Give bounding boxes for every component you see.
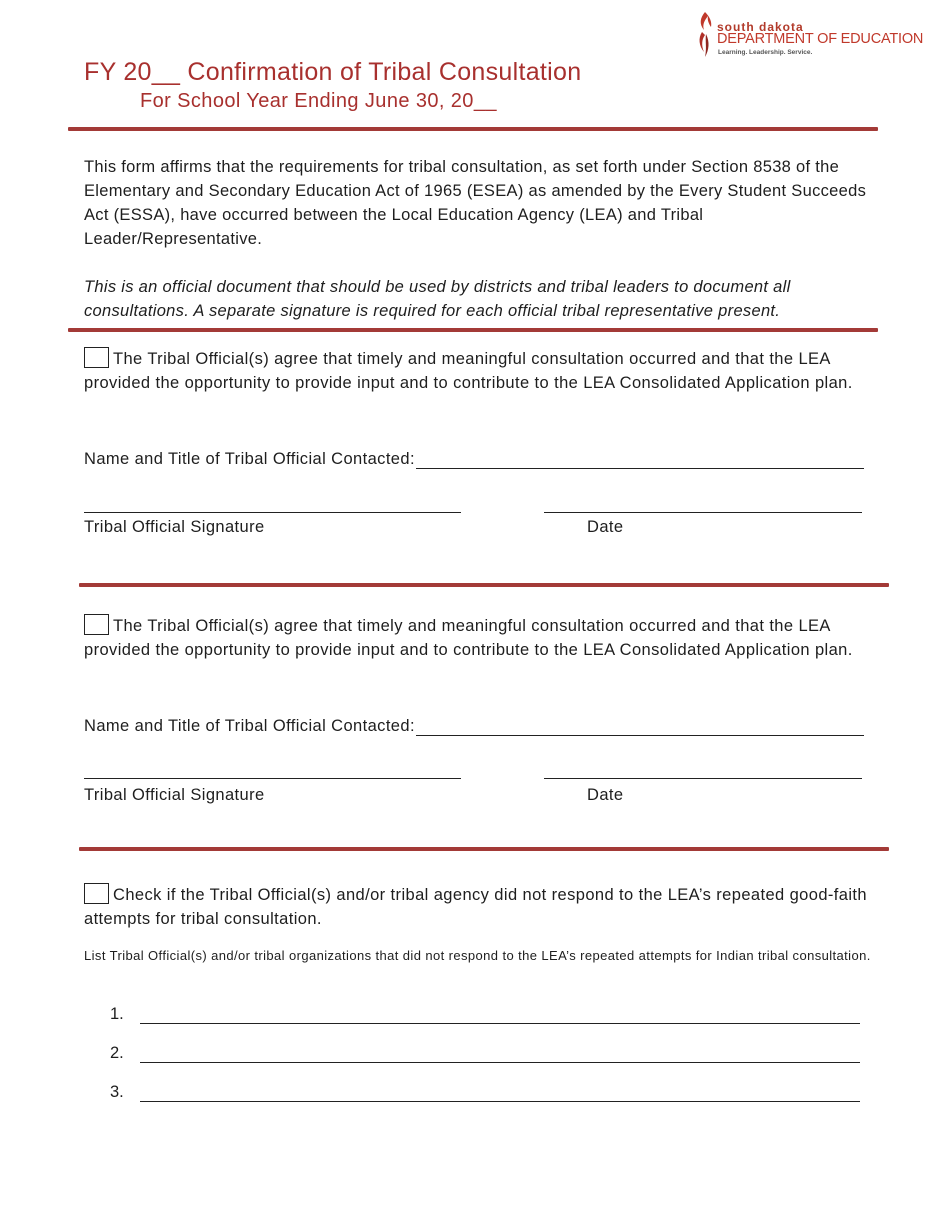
entry-line-1[interactable] [140, 1007, 860, 1024]
entry-number-2: 2. [110, 1044, 124, 1062]
signature-line-1[interactable] [84, 512, 461, 513]
section-divider-1 [79, 583, 889, 587]
signature-label-2: Tribal Official Signature [84, 786, 265, 804]
signature-line-2[interactable] [84, 778, 461, 779]
entry-number-1: 1. [110, 1005, 124, 1023]
date-label-2: Date [587, 786, 624, 804]
page-title: FY 20__ Confirmation of Tribal Consultation [84, 58, 582, 86]
official-document-note: This is an official document that should be used by districts and tribal leaders to document all consultations. A separate signature is required for each official tribal representative present. [84, 278, 791, 320]
torch-flame-icon [696, 10, 716, 60]
logo-department-name: DEPARTMENT OF EDUCATION [717, 31, 924, 47]
official-name-input-2[interactable] [416, 717, 864, 736]
section-divider-2 [79, 847, 889, 851]
agreement-checkbox-1[interactable] [84, 347, 109, 368]
official-name-field-2 [84, 712, 864, 736]
no-response-entry-1 [110, 1002, 860, 1024]
official-name-input-1[interactable] [416, 450, 864, 469]
date-label-1: Date [587, 518, 624, 536]
official-name-field-1 [84, 445, 864, 469]
logo-state-name: south dakota [717, 20, 804, 34]
date-line-2[interactable] [544, 778, 862, 779]
signature-label-1: Tribal Official Signature [84, 518, 265, 536]
official-name-label-2: Name and Title of Tribal Official Contacted: [84, 717, 415, 735]
entry-line-3[interactable] [140, 1085, 860, 1102]
no-response-list-instruction: List Tribal Official(s) and/or tribal organizations that did not respond to the LEA’s repeated attempts for Indian tribal consultation. [84, 948, 871, 963]
date-line-1[interactable] [544, 512, 862, 513]
intro-divider [68, 328, 878, 332]
agreement-block-1 [84, 347, 874, 395]
agreement-checkbox-2[interactable] [84, 614, 109, 635]
header-divider [68, 127, 878, 131]
page-subtitle: For School Year Ending June 30, 20__ [140, 90, 497, 112]
agreement-block-2 [84, 614, 874, 662]
agreement-text-1: The Tribal Official(s) agree that timely and meaningful consultation occurred and that the LEA provided the opportunity to provide input and to contribute to the LEA Consolidated Application plan. [84, 350, 853, 392]
no-response-entry-3 [110, 1080, 860, 1102]
entry-number-3: 3. [110, 1083, 124, 1101]
intro-paragraph: This form affirms that the requirements for tribal consultation, as set forth under Section 8538 of the Elementary and Secondary Education Act of 1965 (ESEA) as amended by the Every Student Succeeds Act (ESSA), have occurred between the Local Education Agency (LEA) and Tribal Leader/Representative. [84, 158, 867, 248]
official-name-label-1: Name and Title of Tribal Official Contacted: [84, 450, 415, 468]
no-response-checkbox[interactable] [84, 883, 109, 904]
agreement-text-2: The Tribal Official(s) agree that timely and meaningful consultation occurred and that the LEA provided the opportunity to provide input and to contribute to the LEA Consolidated Application plan. [84, 617, 853, 659]
entry-line-2[interactable] [140, 1046, 860, 1063]
no-response-block [84, 883, 874, 931]
no-response-text: Check if the Tribal Official(s) and/or tribal agency did not respond to the LEA’s repeated good-faith attempts for tribal consultation. [84, 886, 867, 928]
logo-tagline: Learning. Leadership. Service. [718, 49, 813, 56]
sd-doe-logo [696, 10, 924, 62]
no-response-entry-2 [110, 1041, 860, 1063]
